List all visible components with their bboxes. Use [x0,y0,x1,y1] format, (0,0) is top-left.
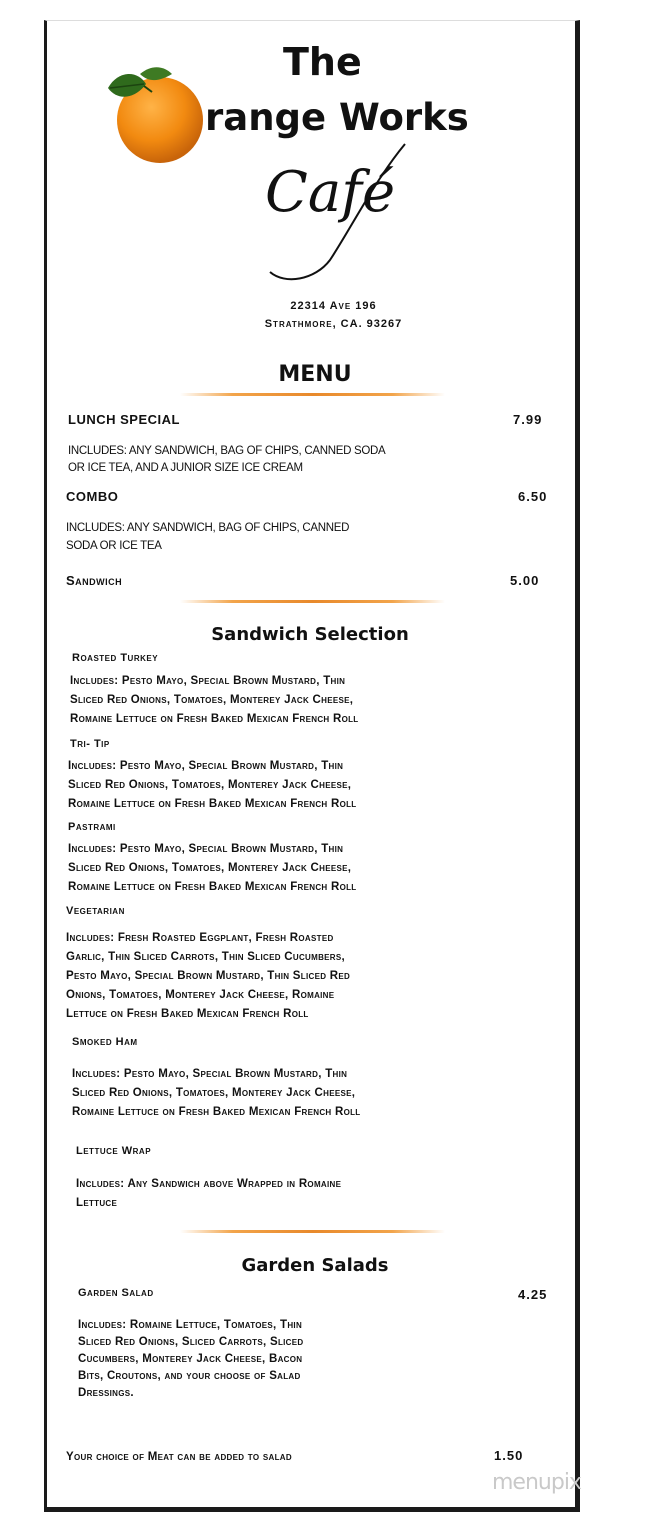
sandwich-desc: Sliced Red Onions, Tomatoes, Monterey Jack Cheese, [70,694,354,706]
sandwich-name: Lettuce Wrap [76,1145,152,1157]
cafe-script-title: Café [265,160,396,225]
special-price: 5.00 [510,573,540,588]
sandwich-desc: Sliced Red Onions, Tomatoes, Monterey Jack Cheese, [68,779,352,791]
salad-heading: Garden Salads [241,1255,389,1276]
special-desc: INCLUDES: ANY SANDWICH, BAG OF CHIPS, CANNED [66,522,350,534]
salad-price: 4.25 [518,1287,548,1302]
sandwich-desc: Includes: Fresh Roasted Eggplant, Fresh Roasted [66,932,334,944]
sandwich-name: Roasted Turkey [72,652,159,664]
sandwich-desc: Includes: Pesto Mayo, Special Brown Mustard, Thin [68,760,344,772]
sandwich-name: Smoked Ham [72,1036,138,1048]
sandwich-desc: Lettuce on Fresh Baked Mexican French Roll [66,1008,309,1020]
special-name: COMBO [66,489,119,504]
sandwich-desc: Romaine Lettuce on Fresh Baked Mexican French Roll [72,1106,361,1118]
special-price: 7.99 [513,412,543,427]
sandwich-desc: Includes: Any Sandwich above Wrapped in Romaine [76,1178,342,1190]
salad-desc: Bits, Croutons, and your choose of Salad [78,1370,301,1382]
sandwich-desc: Onions, Tomatoes, Monterey Jack Cheese, Romaine [66,989,335,1001]
sandwich-desc: Includes: Pesto Mayo, Special Brown Mustard, Thin [68,843,344,855]
addon-text: Your choice of Meat can be added to salad [66,1451,292,1463]
special-price: 6.50 [518,489,548,504]
sandwich-desc: Sliced Red Onions, Tomatoes, Monterey Jack Cheese, [68,862,352,874]
special-name: LUNCH SPECIAL [68,412,180,427]
sandwich-desc: Sliced Red Onions, Tomatoes, Monterey Jack Cheese, [72,1087,356,1099]
divider-rule [180,1230,445,1233]
salad-desc: Sliced Red Onions, Sliced Carrots, Sliced [78,1336,304,1348]
divider-rule [180,600,445,603]
sandwich-desc: Romaine Lettuce on Fresh Baked Mexican French Roll [68,798,357,810]
sandwich-desc: Garlic, Thin Sliced Carrots, Thin Sliced Cucumbers, [66,951,345,963]
menu-heading: MENU [278,362,352,387]
sandwich-desc: Includes: Pesto Mayo, Special Brown Mustard, Thin [72,1068,348,1080]
script-flourish-icon [255,140,425,290]
sandwich-desc: Romaine Lettuce on Fresh Baked Mexican French Roll [68,881,357,893]
special-desc: OR ICE TEA, AND A JUNIOR SIZE ICE CREAM [68,462,303,474]
sandwich-name: Tri- Tip [70,738,110,750]
address-line1: 22314 Ave 196 [290,300,377,312]
sandwich-desc: Includes: Pesto Mayo, Special Brown Mustard, Thin [70,675,346,687]
sandwich-desc: Romaine Lettuce on Fresh Baked Mexican French Roll [70,713,359,725]
salad-desc: Includes: Romaine Lettuce, Tomatoes, Thin [78,1319,303,1331]
sandwich-name: Vegetarian [66,905,125,917]
divider-rule [180,393,445,396]
special-desc: SODA OR ICE TEA [66,540,162,552]
watermark: menupix [492,1470,581,1495]
orange-logo-icon [100,64,210,174]
sandwich-heading: Sandwich Selection [211,624,409,645]
cafe-name-line1: The [283,40,362,84]
cafe-name-line2: range Works [205,96,469,139]
sandwich-desc: Lettuce [76,1197,118,1209]
salad-desc: Cucumbers, Monterey Jack Cheese, Bacon [78,1353,303,1365]
addon-price: 1.50 [494,1448,524,1463]
sandwich-name: Pastrami [68,821,116,833]
salad-name: Garden Salad [78,1287,154,1299]
salad-desc: Dressings. [78,1387,134,1399]
address-line2: Strathmore, CA. 93267 [264,318,403,330]
special-desc: INCLUDES: ANY SANDWICH, BAG OF CHIPS, CANNED SODA [68,445,386,457]
special-name: Sandwich [66,573,123,588]
sandwich-desc: Pesto Mayo, Special Brown Mustard, Thin Sliced Red [66,970,351,982]
